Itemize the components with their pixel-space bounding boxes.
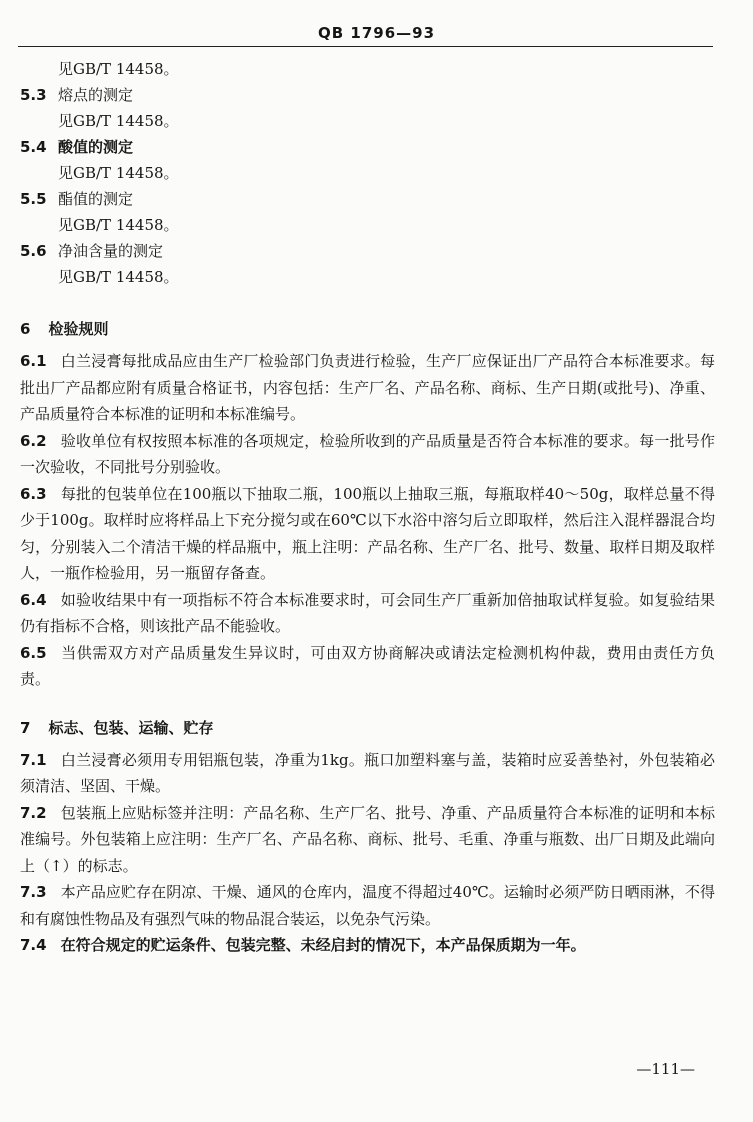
clause-6-4: 6.4 如验收结果中有一项指标不符合本标准要求时，可会同生产厂重新加倍抽取试样复验。如复验结果仍有指标不合格，则该批产品不能验收。 bbox=[20, 590, 715, 635]
subsection-title: 酯值的测定 bbox=[58, 190, 134, 208]
clause-7-4: 7.4 在符合规定的贮运条件、包装完整、未经启封的情况下，本产品保质期为一年。 bbox=[20, 936, 586, 954]
reference-text: 见GB/T 14458。 bbox=[58, 60, 179, 78]
page-number: —111— bbox=[636, 1060, 695, 1078]
clause-6-2: 6.2 验收单位有权按照本标准的各项规定，检验所收到的产品质量是否符合本标准的要求。每一批号作一次验收，不同批号分别验收。 bbox=[20, 431, 715, 476]
clause-7-3: 7.3 本产品应贮存在阴凉、干燥、通风的仓库内，温度不得超过40℃。运输时必须严防日晒雨淋，不得和有腐蚀性物品及有强烈气味的物品混合装运，以免杂气污染。 bbox=[20, 883, 715, 928]
subsection-title: 熔点的测定 bbox=[58, 86, 134, 104]
subsection-title: 净油含量的测定 bbox=[58, 242, 164, 260]
subsection-number: 5.6 bbox=[20, 242, 47, 260]
reference-text: 见GB/T 14458。 bbox=[58, 112, 179, 130]
clause-6-3: 6.3 每批的包装单位在100瓶以下抽取二瓶，100瓶以上抽取三瓶，每瓶取样40～50g，取样总量不得少于100g。取样时应将样品上下充分搅匀或在60℃以下水浴中溶匀后立即取样，然后注入混样器混合均匀，分别装入二个清洁干燥的样品瓶中，瓶上注明：产品名称、生产厂名、批号、数量、取样日期及取样人，一瓶作检验用，另一瓶留存备查。 bbox=[20, 484, 715, 582]
subsection-number: 5.3 bbox=[20, 86, 47, 104]
clause-7-2: 7.2 包装瓶上应贴标签并注明：产品名称、生产厂名、批号、净重、产品质量符合本标准的证明和本标准编号。外包装箱上应注明：生产厂名、产品名称、商标、批号、毛重、净重与瓶数、出厂日期及此端向上（↑）的标志。 bbox=[20, 803, 715, 875]
subsection-5-4 bbox=[20, 134, 715, 186]
reference-text: 见GB/T 14458。 bbox=[58, 216, 179, 234]
document-code-header: QB 1796—93 bbox=[317, 24, 436, 42]
reference-text: 见GB/T 14458。 bbox=[58, 268, 179, 286]
chapter-7-heading bbox=[20, 715, 715, 741]
subsection-number: 5.4 bbox=[20, 138, 47, 156]
subsection-title: 酸值的测定 bbox=[58, 138, 134, 156]
clause-7-1: 7.1 白兰浸膏必须用专用铝瓶包装，净重为1kg。瓶口加塑料塞与盖，装箱时应妥善垫衬，外包装箱必须清洁、坚固、干燥。 bbox=[20, 750, 715, 795]
page-body bbox=[20, 56, 715, 959]
clause-6-5: 6.5 当供需双方对产品质量发生异议时，可由双方协商解决或请法定检测机构仲裁，费用由责任方负责。 bbox=[20, 643, 715, 688]
subsection-5-5 bbox=[20, 186, 715, 238]
subsection-5-3 bbox=[20, 82, 715, 134]
subsection-5-6 bbox=[20, 238, 715, 290]
chapter-6-heading bbox=[20, 316, 715, 342]
header-rule bbox=[18, 46, 713, 47]
clause-6-1: 6.1 白兰浸膏每批成品应由生产厂检验部门负责进行检验，生产厂应保证出厂产品符合本标准要求。每批出厂产品都应附有质量合格证书，内容包括：生产厂名、产品名称、商标、生产日期(或批号)、净重、产品质量符合本标准的证明和本标准编号。 bbox=[20, 352, 715, 423]
chapter-title: 检验规则 bbox=[48, 320, 109, 338]
chapter-title: 标志、包装、运输、贮存 bbox=[48, 718, 214, 737]
reference-text: 见GB/T 14458。 bbox=[58, 164, 179, 182]
subsection-number: 5.5 bbox=[20, 190, 47, 208]
chapter-number: 6 bbox=[20, 320, 31, 338]
chapter-number: 7 bbox=[20, 718, 31, 737]
